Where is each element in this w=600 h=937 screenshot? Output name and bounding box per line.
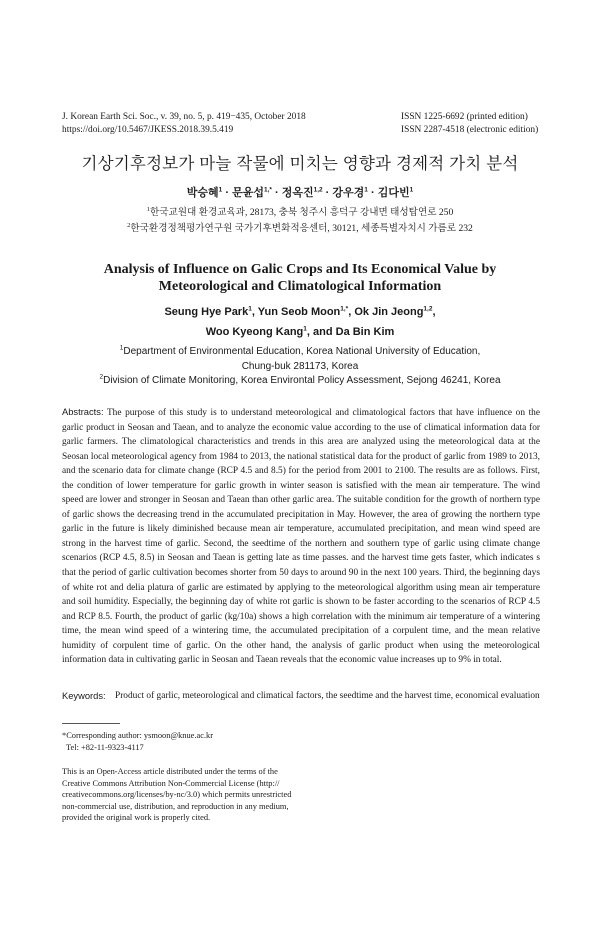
author-name: 김다빈 — [377, 187, 410, 199]
license-line: This is an Open-Access article distributed under the terms of the — [62, 767, 278, 776]
author-affiliation-mark: 1 — [218, 186, 223, 194]
corresponding-author-footnote — [62, 730, 302, 753]
authors-english-line-2 — [60, 322, 540, 342]
license-line: provided the original work is properly cited. — [62, 813, 211, 823]
author-affiliation-mark: 1 — [303, 325, 307, 333]
affiliation-mark: 1 — [146, 205, 150, 213]
abstract-text: The purpose of this study is to understand meteorological and climatological factors that have influence on the garlic product in Seosan and Taean, and to analyze the economic value according to the use of climatical information data for garlic farmers. The climatological characteristics and trends in this area are analyzed using the meteorological data at the Seosan local meteorological agency from 1984 to 2013, the national statistical data for the product of garlic from 1989 to 2013, and the scenario data for climate change (RCP 4.5 and 8.5) for the period from 2001 to 2100. The results are as follows. First, the condition of lower temperature for garlic growth in winter season is satisfied with the mean air temperature. The wind speed are lower and stronger in Seosan and Taean than other garlic area. The suitable condition for the growth of northern type of garlic shows the decreasing trend in the accumulated precipitation in May. However, the area of growing the northern type garlic in the future is likely diminished because mean air temperature, accumulated precipitation, and mean wind speed are strong in the harvest time of garlic. Second, the seedtime of the northern and southern type of garlic using climate change scenarios (RCP 4.5, 8.5) in Seosan and Taean is getting late as time passes. and the harvest time gets faster, which indicates s that the period of garlic cultivation becomes shorter from 50 days to around 90 in the next 100 years. Third, the beginning days of white rot and delia platura of garlic are estimated by applying to the meteorological algorithm using mean air temperature and soil humidity. Especially, the beginning day of white rot garlic is shown to be faster according to the scenarios of RCP 4.5 and RCP 8.5. Fourth, the product of garlic (kg/10a) shows a high correlation with the minimum air temperature of a wintering time, the mean wind speed of a wintering time, the accumulated precipitation of a corpulent time, and the mean relative humidity of corpulent time of garlic. On the other hand, the analysis of garlic product when using the meteorological information data in cultivating garlic in Seosan and Taean reveals that the economic value increases up to 9% in total. — [62, 408, 540, 666]
issn-block — [401, 111, 538, 136]
author-name: Woo Kyeong Kang — [205, 326, 304, 338]
affiliation-mark: 2 — [127, 221, 131, 229]
author-name: Seung Hye Park — [164, 306, 249, 318]
title-english-line-2: Meteorological and Climatological Information — [158, 279, 442, 294]
author-name: Da Bin Kim — [335, 326, 395, 338]
author-affiliation-mark: 1 — [409, 186, 414, 194]
footnote-divider — [62, 723, 120, 724]
citation-block — [62, 111, 306, 136]
license-notice — [62, 766, 302, 824]
author-name: 정옥진 — [281, 187, 314, 199]
author-affiliation-mark: 1,* — [263, 186, 272, 194]
author-separator: · — [322, 187, 333, 199]
author-separator: · — [222, 187, 233, 199]
issn-print: ISSN 1225-6692 (printed edition) — [401, 112, 528, 122]
affiliation-text: Department of Environmental Education, Korea National University of Education, — [123, 346, 481, 357]
affiliations-english — [60, 345, 540, 389]
author-separator: , — [432, 306, 436, 318]
license-line: non-commercial use, distribution, and reproduction in any medium, — [62, 801, 289, 811]
title-english — [60, 261, 540, 295]
author-affiliation-mark: 1,2 — [313, 186, 323, 194]
affiliation-text: Division of Climate Monitoring, Korea Environtal Policy Assessment, Sejong 46241, Korea — [103, 375, 501, 386]
author-separator: · — [271, 187, 282, 199]
keywords-label: Keywords: — [62, 691, 106, 701]
affiliation-korean — [0, 221, 600, 237]
affiliation-english — [60, 345, 540, 360]
affiliation-mark: 1 — [119, 344, 124, 352]
abstract — [62, 405, 540, 668]
corresponding-author-tel: Tel: +82-11-9323-4117 — [66, 742, 144, 752]
affiliation-english-continued: Chung-buk 281173, Korea — [241, 360, 359, 372]
affiliation-text: 한국교원대 환경교육과, 28173, 충북 청주시 흥덕구 강내면 태성탑연로 250 — [149, 207, 454, 218]
author-separator: , — [251, 306, 258, 318]
author-affiliation-mark: 1 — [248, 305, 252, 313]
author-name: 박승혜 — [186, 187, 219, 199]
title-english-line-1: Analysis of Influence on Galic Crops and Its Economical Value by — [103, 262, 497, 277]
journal-citation: J. Korean Earth Sci. Soc., v. 39, no. 5, p. 419−435, October 2018 — [62, 112, 306, 122]
license-line: creativecommons.org/licenses/by-nc/3.0) which permits unrestricted — [62, 790, 292, 800]
affiliation-korean — [0, 205, 600, 221]
issn-electronic: ISSN 2287-4518 (electronic edition) — [401, 124, 539, 135]
author-separator: , — [348, 306, 355, 318]
authors-korean — [0, 184, 600, 200]
keywords-text: Product of garlic, meteorological and climatical factors, the seedtime and the harvest time, economical evaluation — [115, 691, 540, 701]
license-line: Creative Commons Attribution Non-Commercial License (http:// — [62, 778, 280, 788]
affiliations-korean — [0, 205, 600, 236]
author-name: 문윤섭 — [232, 187, 264, 199]
author-name: 강우경 — [332, 187, 365, 199]
title-korean: 기상기후정보가 마늘 작물에 미치는 영향과 경제적 가치 분석 — [81, 155, 519, 173]
affiliation-english — [60, 374, 540, 389]
affiliation-text: 한국환경정책평가연구원 국가기후변화적응센터, 30121, 세종특별자치시 가름로 232 — [130, 222, 473, 234]
author-affiliation-mark: 1,2 — [423, 305, 433, 313]
author-separator: , and — [306, 326, 336, 338]
affiliation-mark: 2 — [99, 373, 104, 381]
authors-english-line-1 — [60, 302, 540, 322]
abstract-label: Abstracts: — [62, 407, 104, 417]
author-name: Ok Jin Jeong — [354, 306, 424, 318]
author-name: Yun Seob Moon — [257, 306, 341, 318]
author-affiliation-mark: 1 — [364, 186, 368, 194]
doi-link[interactable]: https://doi.org/10.5467/JKESS.2018.39.5.419 — [62, 124, 234, 135]
author-separator: · — [367, 187, 378, 199]
author-affiliation-mark: 1,* — [340, 305, 349, 313]
corresponding-author-email: *Corresponding author: ysmoon@knue.ac.kr — [62, 731, 213, 740]
authors-english — [60, 302, 540, 342]
